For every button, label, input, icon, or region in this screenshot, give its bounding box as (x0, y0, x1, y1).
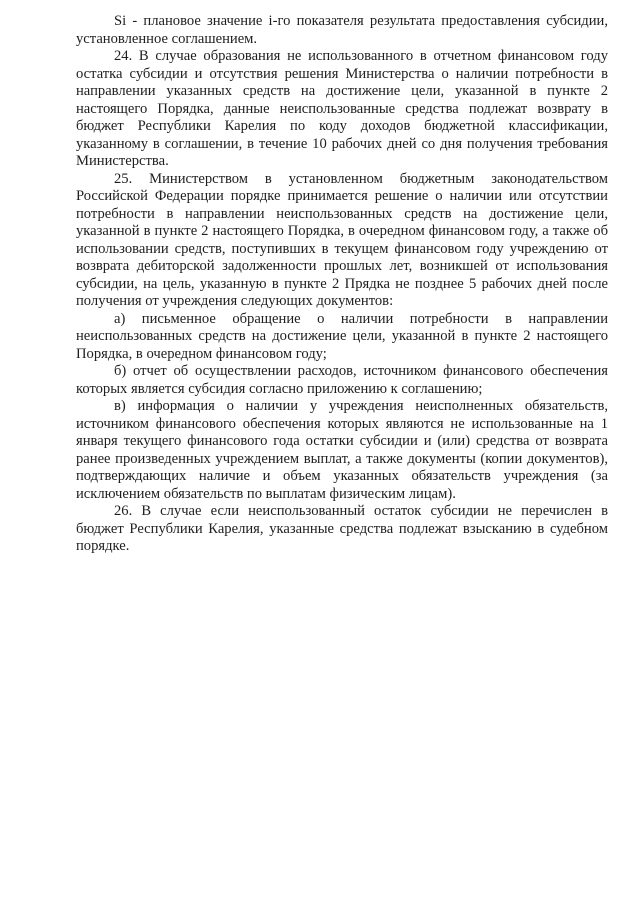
paragraph-24: 24. В случае образования не использованного в отчетном финансовом году остатка субсидии и отсутствия решения Министерства о наличии потребности в направлении указанных средств на достижение цели, указанной в пункте 2 настоящего Порядка, данные неиспользованные средства подлежат возврату в бюджет Республики Карелия по коду доходов бюджетной классификации, указанному в соглашении, в течение 10 рабочих дней со дня получения требования Министерства. (76, 48, 608, 169)
paragraph-26: 26. В случае если неиспользованный остаток субсидии не перечислен в бюджет Республики Карелия, указанные средства подлежат взысканию в судебном порядке. (76, 503, 608, 554)
document-page (76, 13, 608, 556)
paragraph-25: 25. Министерством в установленном бюджетным законодательством Российской Федерации порядке принимается решение о наличии или отсутствии потребности в направлении неиспользованных средств на достижение цели, указанной в пункте 2 настоящего Порядка, в очередном финансовом году, а также об использовании средств, поступивших в текущем финансовом году учреждению от возврата дебиторской задолженности прошлых лет, возникшей от использования субсидии, на цель, указанную в пункте 2 Прядка не позднее 5 рабочих дней после получения от учреждения следующих документов: (76, 170, 608, 309)
paragraph-25-b: б) отчет об осуществлении расходов, источником финансового обеспечения которых является субсидия согласно приложению к соглашению; (76, 363, 608, 397)
paragraph-25-c: в) информация о наличии у учреждения неисполненных обязательств, источником финансового обеспечения которых являются не использованные на 1 января текущего финансового года остатки субсидии и (или) средства от возврата ранее произведенных учреждением выплат, а также документы (копии документов), подтверждающих наличие и объем указанных обязательств учреждения (за исключением обязательств по выплатам физическим лицам). (76, 398, 608, 502)
paragraph-si-definition: Si - плановое значение i-го показателя результата предоставления субсидии, установленное соглашением. (76, 13, 608, 47)
paragraph-25-a: а) письменное обращение о наличии потребности в направлении неиспользованных средств на достижение цели, указанной в пункте 2 настоящего Порядка, в очередном финансовом году; (76, 310, 608, 362)
